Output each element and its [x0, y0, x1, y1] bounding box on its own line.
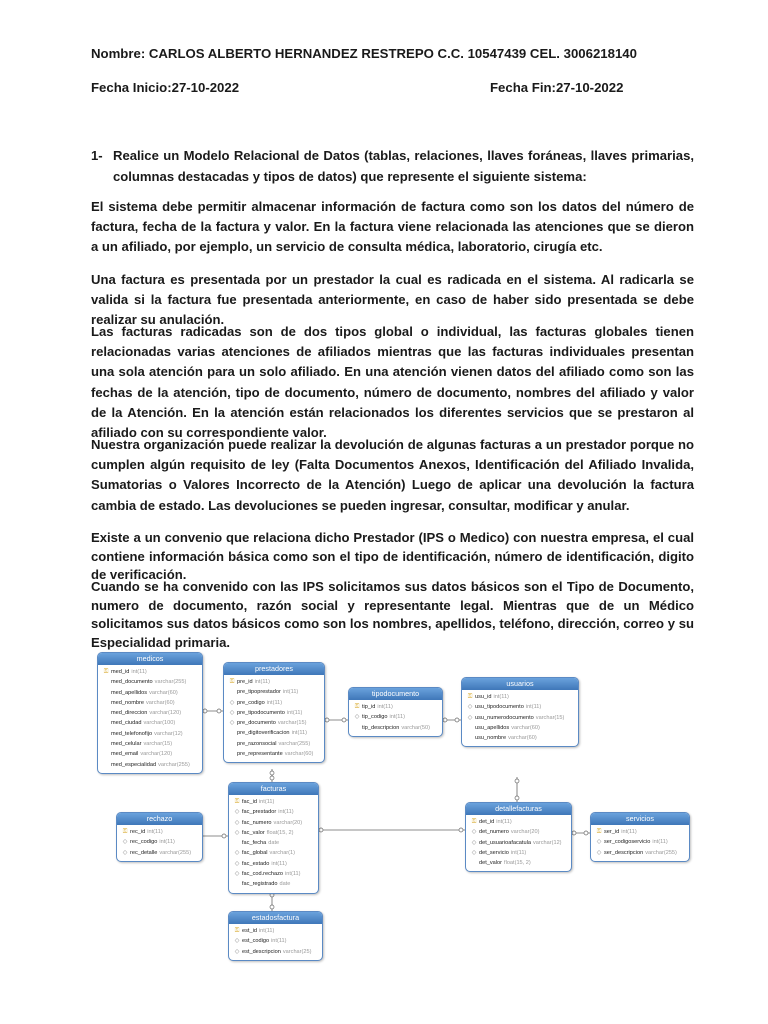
question-number: 1-	[91, 148, 103, 163]
primary-key-icon: ⚿	[122, 829, 128, 835]
column-name: rec_detalle	[130, 849, 158, 856]
table-tipodocumento[interactable]	[348, 687, 443, 737]
column-name: fac_fecha	[242, 840, 267, 847]
column-row	[232, 807, 315, 817]
column-type: varchar(255)	[645, 849, 677, 856]
column-type: varchar(12)	[532, 839, 562, 846]
column-name: fac_estado	[242, 860, 270, 867]
column-type: int(11)	[266, 699, 283, 706]
column-row	[465, 692, 575, 702]
column-type: int(11)	[377, 704, 393, 710]
column-name: ser_codigoservicio	[604, 839, 651, 846]
column-diamond-icon: ◇	[234, 829, 240, 836]
column-diamond-icon: ◇	[234, 938, 240, 945]
column-diamond-icon: ◇	[234, 809, 240, 816]
column-type: varchar(60)	[508, 735, 537, 742]
primary-key-icon: ⚿	[471, 819, 477, 825]
column-row	[101, 667, 199, 677]
column-type: varchar(60)	[149, 689, 178, 696]
column-row	[232, 797, 315, 807]
column-row	[232, 818, 315, 828]
column-row	[232, 936, 319, 946]
paragraph-6: Cuando se ha convenido con las IPS solicitamos sus datos básicos son el Tipo de Documento, numero de documento, razón social y representante legal. Mientras que de un Médico solicitamos sus datos básicos como son los nombres, apellidos, teléfono, dirección, correo y su Especialidad primaria.	[91, 579, 694, 650]
column-diamond-icon: ◇	[596, 849, 602, 856]
column-type: varchar(20)	[510, 829, 540, 836]
column-row	[465, 702, 575, 712]
column-row	[232, 828, 315, 838]
column-diamond-icon: ◇	[596, 839, 602, 846]
column-type: int(11)	[254, 679, 271, 685]
column-name: med_direccion	[111, 710, 148, 717]
table-title: servicios	[591, 813, 689, 825]
paragraph-1: El sistema debe permitir almacenar información de factura como son los datos del número de factura, fecha de la factura y valor. En la factura viene relacionada las atenciones que se dieron a un afiliado, por ejemplo, un servicio de consulta médica, laboratorio, cirugía etc.	[91, 199, 694, 255]
column-row	[469, 817, 568, 827]
column-row	[232, 926, 319, 936]
column-name: tip_descripcion	[362, 724, 400, 731]
column-row	[227, 739, 321, 749]
column-name: det_valor	[479, 860, 503, 867]
column-type: int(11)	[278, 809, 294, 816]
table-title: usuarios	[462, 678, 578, 690]
column-type: float(15, 2)	[504, 860, 531, 867]
column-type: int(11)	[271, 860, 287, 867]
column-row	[232, 947, 319, 957]
column-type: int(11)	[525, 704, 542, 711]
column-type: int(11)	[159, 839, 175, 846]
column-row	[232, 848, 315, 858]
column-name: usu_numerodocumento	[475, 714, 534, 721]
column-name: usu_nombre	[475, 735, 507, 742]
column-row	[594, 837, 686, 847]
start-date: Fecha Inicio:27-10-2022	[91, 80, 240, 95]
column-row	[469, 838, 568, 848]
column-row	[101, 749, 199, 759]
column-diamond-icon: ◇	[234, 948, 240, 955]
table-title: facturas	[229, 783, 318, 795]
column-name: pre_razonsocial	[237, 740, 277, 747]
column-name: tip_id	[362, 704, 376, 710]
table-facturas[interactable]	[228, 782, 319, 894]
table-title: prestadores	[224, 663, 324, 675]
column-type: int(11)	[493, 694, 509, 700]
end-date: Fecha Fin:27-10-2022	[490, 80, 624, 95]
column-name: fac_cod.rechazo	[242, 871, 284, 878]
column-row	[232, 838, 315, 848]
table-title: detallefacturas	[466, 803, 571, 815]
column-type: int(11)	[147, 829, 163, 835]
column-type: int(11)	[652, 839, 668, 846]
column-row	[465, 733, 575, 743]
column-row	[232, 879, 315, 889]
table-rechazo[interactable]	[116, 812, 203, 862]
table-title: rechazo	[117, 813, 202, 825]
column-diamond-icon: ◇	[471, 839, 477, 846]
column-row	[227, 718, 321, 728]
column-name: fac_global	[242, 850, 268, 857]
column-row	[232, 869, 315, 879]
column-row	[227, 708, 321, 718]
column-row	[101, 708, 199, 718]
column-row	[465, 713, 575, 723]
column-name: med_id	[111, 669, 130, 675]
column-type: varchar(60)	[511, 724, 540, 731]
column-diamond-icon: ◇	[234, 871, 240, 878]
column-diamond-icon: ◇	[229, 720, 235, 727]
column-row	[594, 848, 686, 858]
column-name: fac_registrado	[242, 881, 278, 888]
column-row	[227, 728, 321, 738]
column-name: rec_codigo	[130, 839, 158, 846]
column-name: fac_numero	[242, 819, 272, 826]
table-servicios[interactable]	[590, 812, 690, 862]
column-name: est_codigo	[242, 938, 270, 945]
column-type: varchar(255)	[154, 679, 187, 686]
column-row	[227, 677, 321, 687]
column-row	[352, 702, 439, 712]
column-name: pre_codigo	[237, 699, 265, 706]
column-type: varchar(50)	[401, 724, 430, 731]
column-diamond-icon: ◇	[229, 699, 235, 706]
column-row	[101, 739, 199, 749]
column-row	[465, 723, 575, 733]
table-prestadores[interactable]	[223, 662, 325, 763]
column-type: int(11)	[510, 849, 527, 856]
column-name: usu_tipodocumento	[475, 704, 524, 711]
column-name: pre_tipodocumento	[237, 709, 285, 716]
column-type: int(11)	[285, 871, 301, 878]
column-type: varchar(15)	[277, 720, 307, 727]
column-row	[101, 677, 199, 687]
column-diamond-icon: ◇	[122, 839, 128, 846]
column-type: varchar(255)	[158, 761, 190, 768]
column-type: varchar(1)	[269, 850, 296, 857]
table-title: medicos	[98, 653, 202, 665]
column-diamond-icon: ◇	[467, 714, 473, 721]
column-name: det_servicio	[479, 849, 509, 856]
column-name: med_email	[111, 751, 139, 758]
student-info: Nombre: CARLOS ALBERTO HERNANDEZ RESTREPO C.C. 10547439 CEL. 3006218140	[91, 46, 637, 61]
paragraph-4: Nuestra organización puede realizar la devolución de algunas facturas a un prestador porque no cumplen algún requisito de ley (Falta Documentos Anexos, Identificación del Afiliado Invalida, Sumatorias o Valores Incorrecto de la Atención) Luego de aplicar una devolución la factura cambia de estado. Las devoluciones se pueden ingresar, consultar, modificar y anular.	[91, 437, 694, 513]
column-diamond-icon: ◇	[234, 850, 240, 857]
column-type: date	[268, 840, 280, 847]
column-type: int(11)	[258, 928, 275, 934]
column-row	[101, 760, 199, 770]
column-type: int(11)	[131, 669, 147, 675]
column-row	[227, 698, 321, 708]
column-type: varchar(255)	[159, 849, 192, 856]
column-row	[120, 827, 199, 837]
column-type: varchar(120)	[149, 710, 182, 717]
column-name: det_id	[479, 819, 495, 825]
column-type: int(11)	[258, 799, 275, 805]
column-row	[120, 837, 199, 847]
primary-key-icon: ⚿	[354, 704, 360, 710]
column-type: int(11)	[621, 829, 637, 835]
column-type: int(11)	[286, 709, 303, 716]
column-type: varchar(60)	[145, 699, 175, 706]
column-name: med_documento	[111, 679, 153, 686]
table-title: estadosfactura	[229, 912, 322, 924]
column-name: det_usuarioafacatula	[479, 839, 531, 846]
column-name: med_telefonofijo	[111, 730, 153, 737]
column-type: int(11)	[282, 689, 299, 696]
column-type: float(15, 2)	[266, 829, 294, 836]
column-name: est_id	[242, 928, 257, 934]
column-name: rec_id	[130, 829, 146, 835]
primary-key-icon: ⚿	[103, 669, 109, 675]
column-row	[101, 729, 199, 739]
column-row	[120, 848, 199, 858]
column-diamond-icon: ◇	[467, 704, 473, 711]
column-name: est_descripcion	[242, 948, 281, 955]
column-name: med_ciudad	[111, 720, 142, 727]
column-type: varchar(60)	[284, 751, 314, 758]
column-name: fac_id	[242, 799, 257, 805]
column-name: pre_representante	[237, 751, 283, 758]
column-type: date	[279, 881, 291, 888]
column-type: varchar(20)	[273, 819, 303, 826]
column-name: ser_descripcion	[604, 849, 644, 856]
column-type: int(11)	[291, 730, 308, 737]
column-row	[469, 848, 568, 858]
column-name: med_celular	[111, 741, 142, 748]
er-diagram	[90, 645, 700, 975]
table-detallefacturas[interactable]	[465, 802, 572, 872]
primary-key-icon: ⚿	[234, 928, 240, 934]
column-diamond-icon: ◇	[471, 829, 477, 836]
question	[91, 146, 694, 187]
column-row	[232, 859, 315, 869]
column-type: varchar(15)	[535, 714, 565, 721]
paragraph-2: Una factura es presentada por un prestador la cual es radicada en el sistema. Al radicarla se valida si la factura fue presentada anteriormente, en caso de haber sido presentada se debe realizar su anulación.	[91, 272, 694, 328]
column-row	[469, 827, 568, 837]
primary-key-icon: ⚿	[467, 694, 473, 700]
column-name: ser_id	[604, 829, 620, 835]
column-name: pre_id	[237, 679, 253, 685]
table-title: tipodocumento	[349, 688, 442, 700]
column-row	[469, 858, 568, 868]
column-row	[101, 718, 199, 728]
column-diamond-icon: ◇	[122, 849, 128, 856]
column-name: med_nombre	[111, 699, 144, 706]
table-medicos[interactable]	[97, 652, 203, 774]
column-type: varchar(120)	[140, 751, 173, 758]
column-name: usu_id	[475, 694, 492, 700]
column-diamond-icon: ◇	[354, 714, 360, 721]
column-row	[227, 687, 321, 697]
paragraph-5: Existe a un convenio que relaciona dicho Prestador (IPS o Medico) con nuestra empresa, el cual contiene información básica como son el tipo de identificación, número de identificación, digito de verificación.	[91, 530, 694, 582]
question-text: Realice un Modelo Relacional de Datos (tablas, relaciones, llaves foráneas, llaves primarias, columnas destacadas y tipos de datos) que represente el siguiente sistema:	[113, 148, 694, 184]
column-type: varchar(25)	[282, 948, 312, 955]
column-row	[227, 749, 321, 759]
column-type: varchar(255)	[278, 740, 311, 747]
column-name: pre_digitoverificacion	[237, 730, 290, 737]
column-name: tip_codigo	[362, 714, 388, 721]
column-row	[594, 827, 686, 837]
column-type: int(11)	[496, 819, 512, 825]
column-row	[352, 712, 439, 722]
column-name: med_especialidad	[111, 761, 157, 768]
column-name: med_apellidos	[111, 689, 148, 696]
column-diamond-icon: ◇	[229, 709, 235, 716]
column-name: pre_documento	[237, 720, 276, 727]
column-row	[352, 723, 439, 733]
column-name: fac_valor	[242, 829, 265, 836]
column-diamond-icon: ◇	[471, 849, 477, 856]
column-name: pre_tipoprestador	[237, 689, 281, 696]
primary-key-icon: ⚿	[229, 679, 235, 685]
column-type: varchar(15)	[143, 741, 173, 748]
column-diamond-icon: ◇	[234, 860, 240, 867]
column-name: fac_prestador	[242, 809, 277, 816]
table-estadosfactura[interactable]	[228, 911, 323, 961]
column-type: varchar(12)	[154, 730, 183, 737]
table-usuarios[interactable]	[461, 677, 579, 747]
column-name: det_numero	[479, 829, 509, 836]
column-type: int(11)	[271, 938, 287, 945]
column-diamond-icon: ◇	[234, 819, 240, 826]
column-row	[101, 698, 199, 708]
column-type: varchar(100)	[143, 720, 176, 727]
primary-key-icon: ⚿	[596, 829, 602, 835]
primary-key-icon: ⚿	[234, 799, 240, 805]
column-type: int(11)	[389, 714, 405, 721]
column-name: usu_apellidos	[475, 724, 510, 731]
column-row	[101, 688, 199, 698]
paragraph-3: Las facturas radicadas son de dos tipos global o individual, las facturas globales tienen relacionadas varias atenciones de afiliados mientras que las facturas individuales presentan una sola atención para un solo afiliado. En una atención vienen datos del afiliado como son las fechas de la atención, tipo de documento, número de documento, nombres del afiliado y valor de la Atención. En la atención están relacionados los diferentes servicios que se prestaron al afiliado con su correspondiente valor.	[91, 324, 694, 441]
